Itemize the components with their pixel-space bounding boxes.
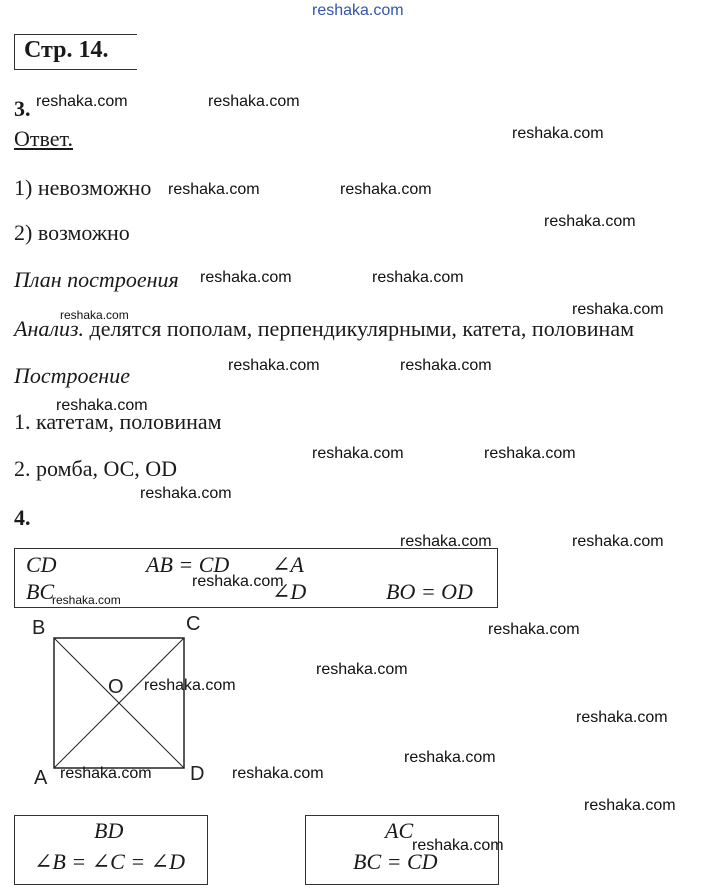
- watermark: reshaka.com: [372, 269, 464, 286]
- watermark: reshaka.com: [312, 445, 404, 462]
- watermark: reshaka.com: [52, 593, 121, 607]
- plan-label: План построения: [14, 267, 179, 292]
- construction-step-1: 1. катетам, половинам: [14, 409, 222, 434]
- box1-angle-d: ∠D: [272, 579, 307, 604]
- watermark: reshaka.com: [200, 269, 292, 286]
- watermark: reshaka.com: [168, 181, 260, 198]
- analysis-text: делятся пополам, перпендикулярными, катета, половинам: [89, 316, 635, 341]
- page-title: Стр. 14.: [24, 37, 109, 63]
- watermark: reshaka.com: [512, 125, 604, 142]
- analysis-label: Анализ.: [14, 316, 85, 341]
- vertex-label-b: B: [32, 617, 46, 639]
- construction-label: Построение: [14, 363, 130, 388]
- watermark: reshaka.com: [404, 749, 496, 766]
- watermark: reshaka.com: [544, 213, 636, 230]
- watermark: reshaka.com: [576, 709, 668, 726]
- task-3-number: 3.: [14, 96, 31, 121]
- vertex-label-d: D: [190, 763, 205, 785]
- vertex-label-c: C: [186, 613, 201, 635]
- watermark: reshaka.com: [400, 357, 492, 374]
- box2-angles: ∠B = ∠C = ∠D: [34, 849, 185, 874]
- watermark: reshaka.com: [340, 181, 432, 198]
- watermark: reshaka.com: [572, 301, 664, 318]
- box3-ac: AC: [385, 818, 414, 843]
- construction-step-2: 2. ромба, ОС, OD: [14, 456, 178, 481]
- watermark: reshaka.com: [208, 93, 300, 110]
- watermark: reshaka.com: [412, 837, 504, 854]
- watermark: reshaka.com: [400, 533, 492, 550]
- watermark: reshaka.com: [60, 308, 129, 322]
- box1-bo-eq-od: BO = OD: [386, 579, 473, 604]
- watermark: reshaka.com: [36, 93, 128, 110]
- box1-angle-a: ∠A: [272, 552, 304, 577]
- answer-line-2: 2) возможно: [14, 220, 130, 245]
- task-4-number: 4.: [14, 505, 31, 530]
- watermark: reshaka.com: [192, 573, 284, 590]
- watermark: reshaka.com: [60, 765, 152, 782]
- box1-ab-eq-cd: AB = CD: [146, 552, 230, 577]
- answer-line-1: 1) невозможно: [14, 175, 152, 200]
- box3-bc-eq-cd: BC = CD: [353, 849, 438, 874]
- box1-bc: BC: [26, 579, 55, 604]
- watermark: reshaka.com: [488, 621, 580, 638]
- box1-cd: CD: [26, 552, 57, 577]
- vertex-label-a: A: [34, 767, 48, 789]
- box2-bd: BD: [94, 818, 124, 843]
- watermark: reshaka.com: [144, 677, 236, 694]
- watermark: reshaka.com: [232, 765, 324, 782]
- watermark: reshaka.com: [228, 357, 320, 374]
- watermark: reshaka.com: [56, 397, 148, 414]
- answer-label: Ответ.: [14, 126, 73, 151]
- watermark: reshaka.com: [584, 797, 676, 814]
- watermark: reshaka.com: [572, 533, 664, 550]
- watermark-top: reshaka.com: [312, 2, 404, 19]
- watermark: reshaka.com: [140, 485, 232, 502]
- center-label-o: O: [108, 676, 124, 698]
- watermark: reshaka.com: [484, 445, 576, 462]
- watermark: reshaka.com: [316, 661, 408, 678]
